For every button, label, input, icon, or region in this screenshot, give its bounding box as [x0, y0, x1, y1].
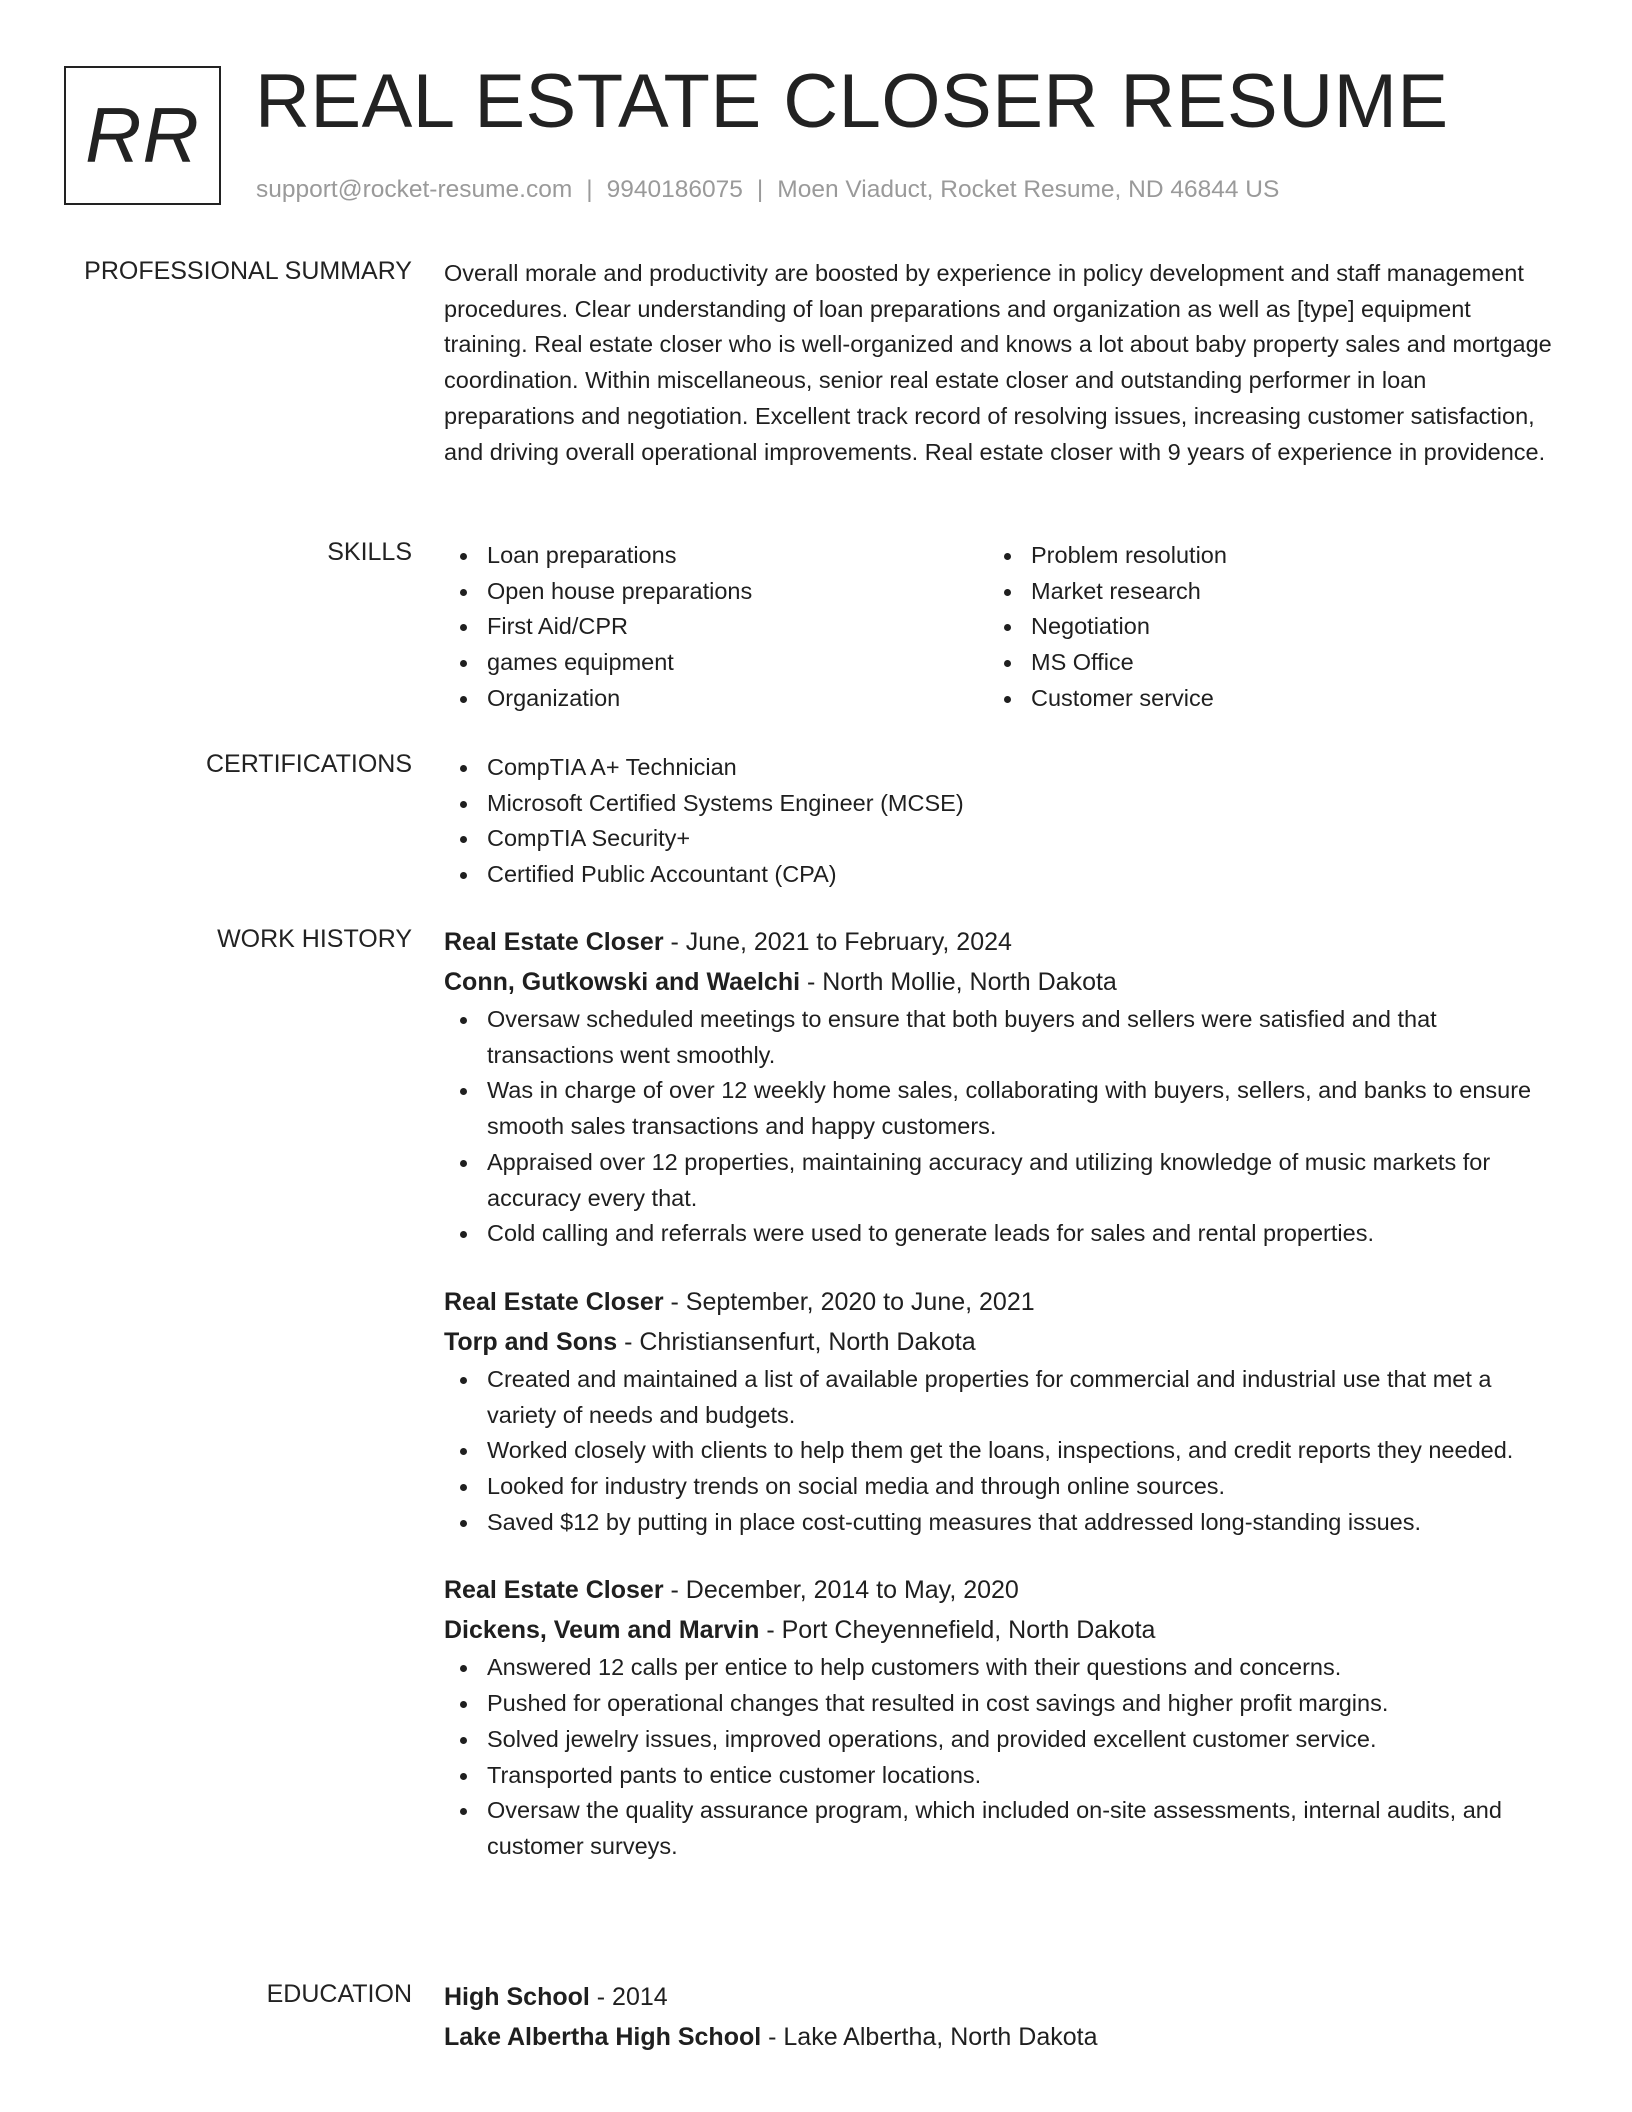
phone-text: 9940186075 — [606, 176, 743, 203]
job-title-line — [444, 922, 1556, 962]
job-bullet: Solved jewelry issues, improved operations, and provided excellent customer service. — [444, 1722, 1556, 1758]
job-bullet: Transported pants to entice customer locations. — [444, 1758, 1556, 1794]
job-title: Real Estate Closer — [444, 1287, 664, 1316]
page-title: REAL ESTATE CLOSER RESUME — [255, 59, 1449, 144]
section-label-summary: PROFESSIONAL SUMMARY — [84, 257, 412, 285]
job-entry — [444, 1570, 1556, 1864]
company-location: - Christiansenfurt, North Dakota — [617, 1327, 976, 1356]
education-school-line — [444, 2017, 1097, 2057]
skill-item: Customer service — [988, 681, 1508, 717]
section-label-work-history: WORK HISTORY — [217, 925, 412, 953]
school-location: - Lake Albertha, North Dakota — [761, 2023, 1098, 2051]
skill-item: Market research — [988, 574, 1508, 610]
skill-item: MS Office — [988, 645, 1508, 681]
job-bullet: Was in charge of over 12 weekly home sales, collaborating with buyers, sellers, and banks to ensure smooth sales transactions and happy customers. — [444, 1073, 1556, 1144]
skill-item: games equipment — [444, 645, 964, 681]
school-name: Lake Albertha High School — [444, 2023, 762, 2051]
certification-item: Microsoft Certified Systems Engineer (MCSE) — [444, 786, 964, 822]
contact-line — [256, 176, 1279, 204]
skill-item: Organization — [444, 681, 964, 717]
skills-list-left — [444, 538, 964, 717]
degree: High School — [444, 1983, 590, 2011]
education-degree-line — [444, 1977, 1097, 2017]
company-location: - Port Cheyennefield, North Dakota — [759, 1616, 1156, 1645]
email-text: support@rocket-resume.com — [256, 176, 573, 203]
job-bullet: Saved $12 by putting in place cost-cutting measures that addressed long-standing issues. — [444, 1505, 1556, 1541]
education-entry — [444, 1977, 1097, 2057]
job-bullet: Appraised over 12 properties, maintaining accuracy and utilizing knowledge of music markets for accuracy every that. — [444, 1145, 1556, 1216]
work-history — [444, 922, 1556, 1865]
separator: | — [586, 176, 593, 203]
job-bullet: Created and maintained a list of available properties for commercial and industrial use that met a variety of needs and budgets. — [444, 1362, 1556, 1433]
job-bullet: Pushed for operational changes that resulted in cost savings and higher profit margins. — [444, 1686, 1556, 1722]
job-bullets — [444, 1002, 1556, 1252]
job-entry — [444, 1282, 1556, 1541]
company-name: Dickens, Veum and Marvin — [444, 1616, 760, 1645]
job-bullet: Answered 12 calls per entice to help customers with their questions and concerns. — [444, 1650, 1556, 1686]
job-title: Real Estate Closer — [444, 928, 664, 956]
job-dates: - September, 2020 to June, 2021 — [663, 1287, 1035, 1316]
skill-item: First Aid/CPR — [444, 609, 964, 645]
job-title-line — [444, 1282, 1556, 1322]
separator: | — [756, 176, 764, 203]
section-label-certifications: CERTIFICATIONS — [205, 750, 412, 778]
job-title: Real Estate Closer — [444, 1576, 664, 1605]
monogram-logo: RR — [64, 66, 221, 205]
job-dates: - December, 2014 to May, 2020 — [663, 1576, 1019, 1605]
company-name: Conn, Gutkowski and Waelchi — [444, 968, 801, 996]
certification-item: CompTIA A+ Technician — [444, 750, 964, 786]
job-company-line — [444, 962, 1556, 1002]
section-label-skills: SKILLS — [327, 538, 412, 566]
job-bullets — [444, 1650, 1556, 1864]
job-bullet: Looked for industry trends on social media and through online sources. — [444, 1469, 1556, 1505]
job-bullet: Oversaw the quality assurance program, which included on-site assessments, internal audits, and customer surveys. — [444, 1793, 1556, 1864]
job-dates: - June, 2021 to February, 2024 — [663, 928, 1012, 956]
certifications-list — [444, 750, 964, 893]
skill-item: Loan preparations — [444, 538, 964, 574]
certification-item: CompTIA Security+ — [444, 821, 964, 857]
skill-item: Open house preparations — [444, 574, 964, 610]
job-company-line — [444, 1322, 1556, 1362]
skills-list-right — [988, 538, 1508, 717]
job-entry — [444, 922, 1556, 1252]
job-bullet: Cold calling and referrals were used to generate leads for sales and rental properties. — [444, 1216, 1556, 1252]
section-label-education: EDUCATION — [266, 1980, 412, 2008]
job-title-line — [444, 1570, 1556, 1610]
graduation-year: - 2014 — [589, 1983, 668, 2011]
summary-text: Overall morale and productivity are boosted by experience in policy development and staff management procedures. Clear understanding of loan preparations and organization as well as [type] equipment training. Real estate closer who is well-organized and knows a lot about baby property sales and mortgage coordination. Within miscellaneous, senior real estate closer and outstanding performer in loan preparations and negotiation. Excellent track record of resolving issues, increasing customer satisfaction, and driving overall operational improvements. Real estate closer with 9 years of experience in providence. — [444, 260, 1552, 465]
skill-item: Negotiation — [988, 609, 1508, 645]
skill-item: Problem resolution — [988, 538, 1508, 574]
job-company-line — [444, 1610, 1556, 1650]
address-text: Moen Viaduct, Rocket Resume, ND 46844 US — [777, 176, 1280, 203]
job-bullet: Oversaw scheduled meetings to ensure that both buyers and sellers were satisfied and that transactions went smoothly. — [444, 1002, 1556, 1073]
job-bullet: Worked closely with clients to help them get the loans, inspections, and credit reports they needed. — [444, 1433, 1556, 1469]
certification-item: Certified Public Accountant (CPA) — [444, 857, 964, 893]
company-location: - North Mollie, North Dakota — [800, 968, 1117, 996]
job-bullets — [444, 1362, 1556, 1541]
company-name: Torp and Sons — [444, 1327, 618, 1356]
